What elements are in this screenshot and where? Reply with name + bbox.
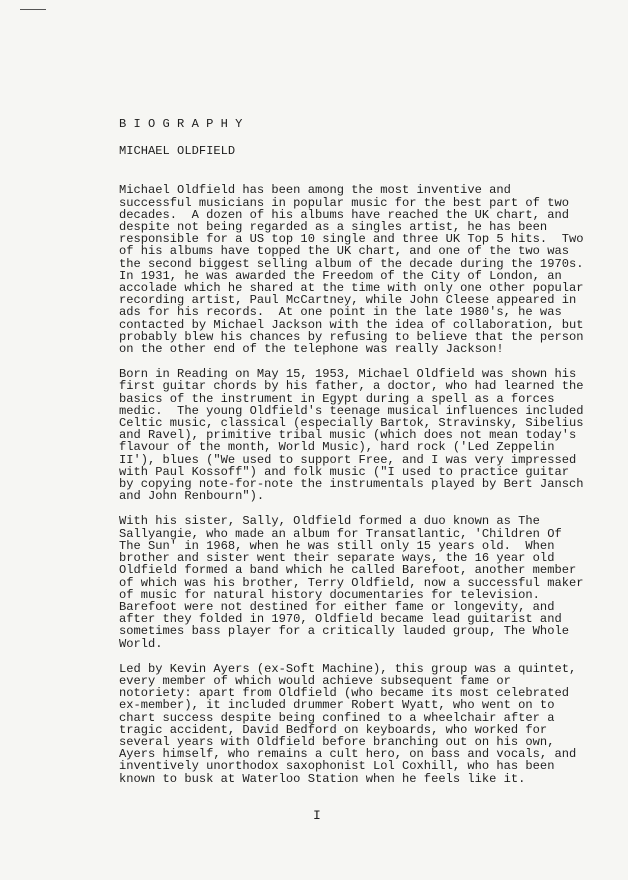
text-line: every member of which would achieve subsequent fame or [119,673,511,688]
text-line: and John Renbourn"). [119,489,265,504]
text-line: recording artist, Paul McCartney, while John Cleese appeared in [119,293,577,308]
text-line: Oldfield formed a band which he called Barefoot, another member [119,563,577,578]
text-line: The Sun' in 1968, when he was still only 15 years old. When [119,538,555,553]
text-line: World. [119,636,163,651]
text-line: With his sister, Sally, Oldfield formed a duo known as The [119,514,540,529]
text-line: sometimes bass player for a critically lauded group, The Whole [119,624,569,639]
body-text [119,184,583,784]
text-line: Ayers himself, who remains a cult hero, on bass and vocals, and [119,747,577,762]
text-line: first guitar chords by his father, a doctor, who had learned the [119,379,584,394]
text-line: tragic accident, David Bedford on keyboards, who worked for [119,722,548,737]
subject-name: MICHAEL OLDFIELD [119,144,236,159]
text-line: probably blew his chances by refusing to believe that the person [119,329,584,344]
text-line: after they folded in 1970, Oldfield became lead guitarist and [119,612,562,627]
text-line: Led by Kevin Ayers (ex-Soft Machine), this group was a quintet, [119,661,577,676]
text-line: by copying note-for-note the instrumentals played by Bert Jansch [119,477,584,492]
text-line: contacted by Michael Jackson with the idea of collaboration, but [119,317,584,332]
biography-document [119,118,583,798]
text-line: inventively unorthodox saxophonist Lol Coxhill, who has been [119,759,555,774]
text-line: accolade which he shared at the time with only one other popular [119,281,584,296]
text-line: ex-member), it included drummer Robert Wyatt, who went on to [119,698,555,713]
text-line: successful musicians in popular music for the best part of two [119,195,569,210]
text-line: Born in Reading on May 15, 1953, Michael Oldfield was shown his [119,367,577,382]
margin-mark [20,9,46,10]
text-line: medic. The young Oldfield's teenage musical influences included [119,403,584,418]
paragraph [119,184,583,355]
text-line: decades. A dozen of his albums have reached the UK chart, and [119,207,569,222]
paragraph [119,515,583,649]
paragraph [119,663,583,785]
text-line: of his albums have topped the UK chart, and one of the two was [119,244,569,259]
text-line: Celtic music, classical (especially Bartok, Stravinsky, Sibelius [119,416,584,431]
text-line: chart success despite being confined to a wheelchair after a [119,710,555,725]
text-line: flavour of the month, World Music), hard rock ('Led Zeppelin [119,440,555,455]
text-line: the second biggest selling album of the decade during the 1970s. [119,256,584,271]
text-line: ads for his records. At one point in the late 1980's, he was [119,305,562,320]
text-line: several years with Oldfield before branching out on his own, [119,734,555,749]
heading: B I O G R A P H Y [119,117,243,131]
text-line: of music for natural history documentaries for television. [119,587,540,602]
paragraph [119,368,583,502]
page-mark: I [313,808,321,823]
text-line: on the other end of the telephone was really Jackson! [119,342,504,357]
text-line: II'), blues ("We used to support Free, and I was very impressed [119,452,577,467]
text-line: Barefoot were not destined for either fame or longevity, and [119,599,555,614]
text-line: with Paul Kossoff") and folk music ("I used to practice guitar [119,464,569,479]
text-line: of which was his brother, Terry Oldfield, now a successful maker [119,575,584,590]
text-line: basics of the instrument in Egypt during a spell as a forces [119,391,555,406]
text-line: Sallyangie, who made an album for Transatlantic, 'Children Of [119,526,562,541]
text-line: responsible for a US top 10 single and three UK Top 5 hits. Two [119,232,584,247]
text-line: In 1931, he was awarded the Freedom of the City of London, an [119,268,562,283]
text-line: notoriety: apart from Oldfield (who became its most celebrated [119,686,569,701]
text-line: brother and sister went their separate ways, the 16 year old [119,551,555,566]
text-line: Michael Oldfield has been among the most inventive and [119,183,511,198]
text-line: despite not being regarded as a singles artist, he has been [119,220,548,235]
text-line: known to busk at Waterloo Station when he feels like it. [119,771,526,786]
text-line: and Ravel), primitive tribal music (which does not mean today's [119,428,577,443]
